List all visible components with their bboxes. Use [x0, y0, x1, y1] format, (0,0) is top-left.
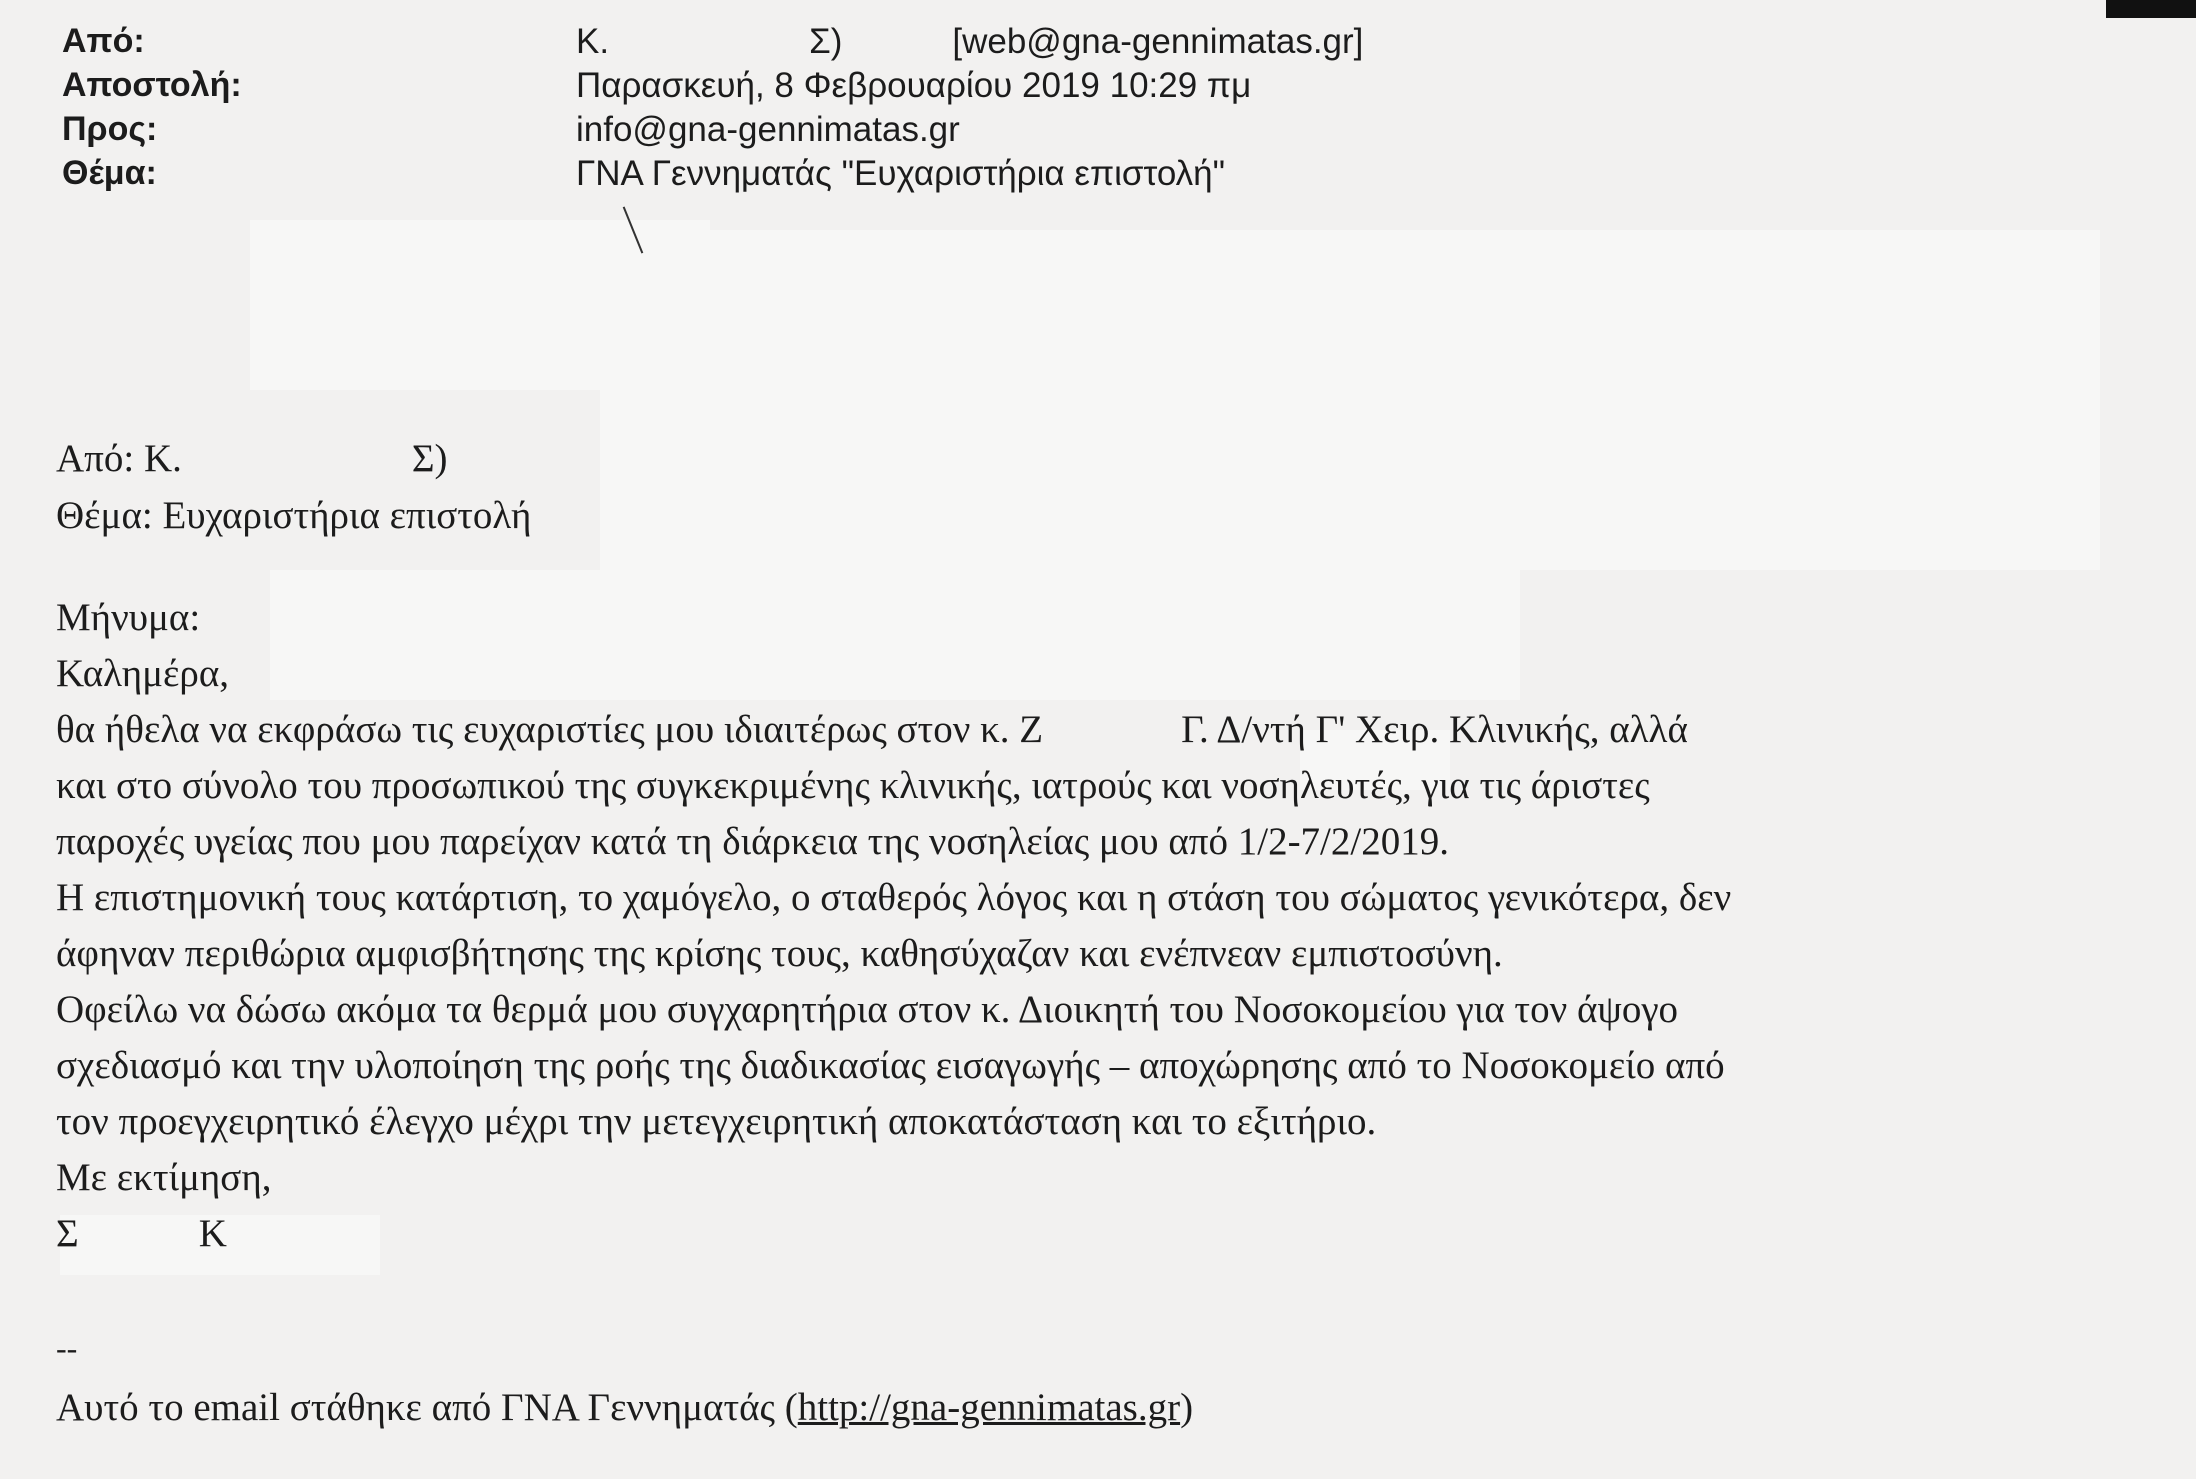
message-body — [56, 590, 1731, 1262]
message-label: Μήνυμα: — [56, 596, 201, 639]
body-line: άφηναν περιθώρια αμφισβήτησης της κρίσης τους, καθησύχαζαν και ενέπνεαν εμπιστοσύνη. — [56, 932, 1503, 975]
subject-label: Θέμα: — [62, 154, 157, 192]
signature: Σ Κ — [56, 1212, 227, 1255]
form-meta — [56, 430, 531, 544]
redaction-patch — [600, 230, 2100, 570]
footer-link[interactable]: http://gna-gennimatas.gr — [797, 1386, 1181, 1429]
to-value: info@gna-gennimatas.gr — [576, 110, 960, 149]
sent-value: Παρασκευή, 8 Φεβρουαρίου 2019 10:29 πμ — [576, 66, 1252, 105]
from-email: [web@gna-gennimatas.gr] — [952, 22, 1364, 61]
scan-edge-mark — [2106, 0, 2196, 18]
subject-value: ΓΝΑ Γεννηματάς "Ευχαριστήρια επιστολή" — [576, 154, 1226, 193]
signature-separator: -- — [56, 1330, 78, 1366]
body-line: Η επιστημονική τους κατάρτιση, το χαμόγελο, ο σταθερός λόγος και η στάση του σώματος γενικότερα, δεν — [56, 876, 1732, 919]
footer-note: Αυτό το email στάθηκε από ΓΝΑ Γεννηματάς (http://gna-gennimatas.gr) — [56, 1386, 1194, 1429]
from-name-initial: Κ. — [576, 22, 610, 61]
body-line: σχεδιασμό και την υλοποίηση της ροής της διαδικασίας εισαγωγής – αποχώρησης από το Νοσοκομείο από — [56, 1044, 1725, 1087]
sent-label: Αποστολή: — [62, 66, 242, 104]
greeting: Καλημέρα, — [56, 652, 230, 695]
from-label: Από: — [62, 22, 145, 60]
footer-text: Αυτό το email στάθηκε από ΓΝΑ Γεννηματάς ( — [56, 1386, 798, 1429]
meta-from-tail: Σ) — [411, 437, 448, 480]
meta-from-line: Από: Κ. Σ) — [56, 437, 448, 480]
body-line: και στο σύνολο του προσωπικού της συγκεκριμένης κλινικής, ιατρούς και νοσηλευτές, για τις άριστες — [56, 764, 1650, 807]
from-surname-initial: Σ) — [809, 22, 843, 61]
meta-subject-line: Θέμα: Ευχαριστήρια επιστολή — [56, 494, 532, 537]
body-line: τον προεγχειρητικό έλεγχο μέχρι την μετεγχειρητική αποκατάσταση και το εξιτήριο. — [56, 1100, 1377, 1143]
from-value — [576, 22, 1363, 62]
body-line: Οφείλω να δώσω ακόμα τα θερμά μου συγχαρητήρια στον κ. Διοικητή του Νοσοκομείου για τον άψογο — [56, 988, 1679, 1031]
body-line: παροχές υγείας που μου παρείχαν κατά τη διάρκεια της νοσηλείας μου από 1/2-7/2/2019. — [56, 820, 1449, 863]
closing: Με εκτίμηση, — [56, 1156, 272, 1199]
body-line: θα ήθελα να εκφράσω τις ευχαριστίες μου ιδιαιτέρως στον κ. Ζ Γ. Δ/ντή Γ' Χειρ. Κλινικής, αλλά — [56, 708, 1688, 751]
to-label: Προς: — [62, 110, 158, 148]
